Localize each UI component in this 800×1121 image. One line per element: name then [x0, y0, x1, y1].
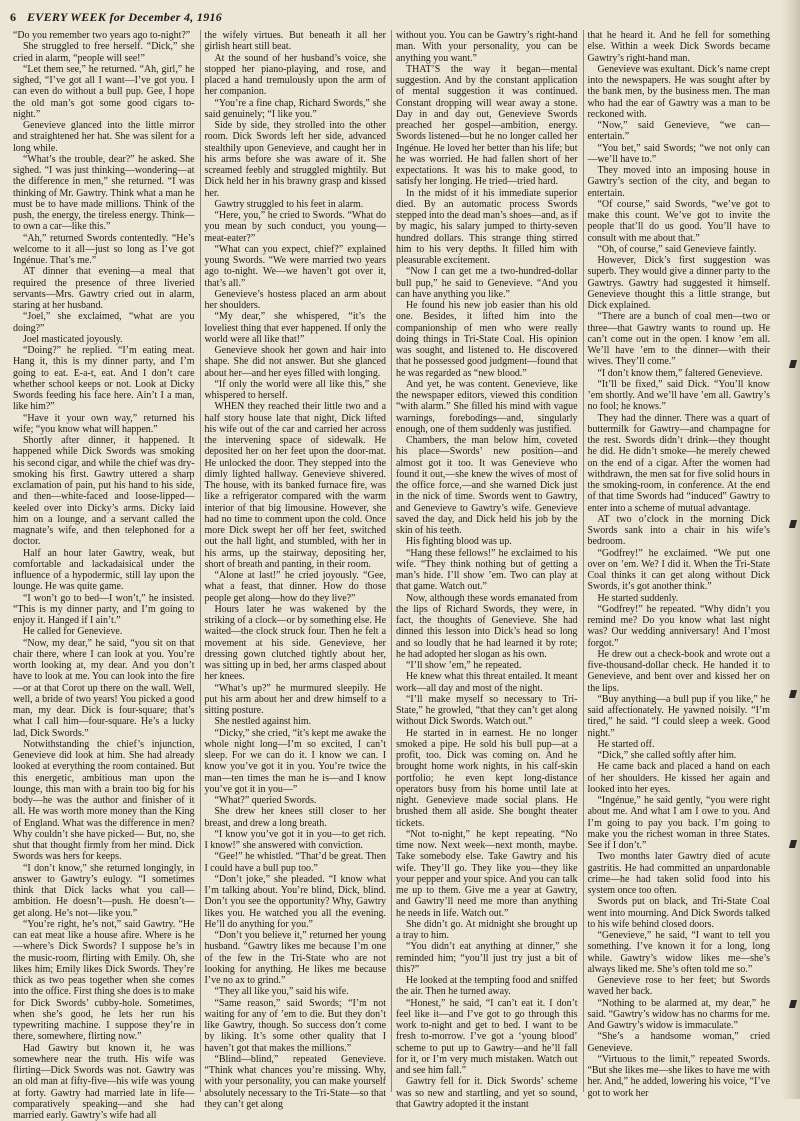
paragraph: He found his new job easier than his old one. Besides, it lifted him into the companionship of men who were really doing things in Tri-State Coal. His opinion was sought, and listened to. He discovered that he possessed good judgment—found that he was regarded as “new blood.” — [396, 300, 578, 379]
text-columns — [9, 30, 775, 1092]
paragraph: They had the dinner. There was a quart of buttermilk for Gawtry—and champagne for the rest. Swords didn’t drink—they thought he did. He didn’t smoke—he merely chewed on the end of a cigar. After the women had withdrawn, the men sat for five solid hours in the smoking-room, in conference. At the end of that time Swords had “induced” Gawtry to enter into a scheme of mutual advantage. — [588, 413, 771, 514]
paragraph: “My dear,” she whispered, “it’s the loveliest thing that ever happened. If only the world were all like that!” — [205, 311, 387, 345]
page-number: 6 — [10, 10, 16, 24]
paragraph: “Now I can get me a two-hundred-dollar bull pup,” he said to Genevieve. “And you can have anything you like.” — [396, 266, 578, 300]
paragraph: “Do you remember two years ago to-night?” — [13, 30, 195, 41]
running-header — [10, 8, 770, 26]
paragraph: They moved into an imposing house in Gawtry’s section of the city, and began to entertain. — [588, 165, 771, 199]
paragraph: “Joel,” she exclaimed, “what are you doing?” — [13, 311, 195, 334]
paragraph: “Dick,” she called softly after him. — [588, 750, 771, 761]
paragraph: He came back and placed a hand on each of her shoulders. He kissed her again and looked into her eyes. — [588, 761, 771, 795]
paragraph: He started off. — [588, 739, 771, 750]
paragraph: without you. You can be Gawtry’s right-hand man. With your personality, you can be anything you want.” — [396, 30, 578, 64]
paragraph: THAT’S the way it began—mental suggestion. And by the constant application of mental suggestion it was continued. Constant dropping will wear away a stone. Day in and day out, Genevieve Swords preached her gospel—ambition, energy. Swords listened—but he no longer called her Ingénue. He loved her better than his life; but he was worried. He had fallen short of her expectations. It was his to make good, to satisfy her longing. He tried—tried hard. — [396, 64, 578, 188]
paragraph: “Don’t you believe it,” returned her young husband. “Gawtry likes me because I’m one of the few in the Tri-State who are not looking for anything. He likes me because I’ve no ax to grind.” — [205, 930, 387, 986]
paragraph: “What?” queried Swords. — [205, 795, 387, 806]
paragraph: “Godfrey!” he repeated. “Why didn’t you remind me? Do you know what last night was? Our wedding anniversary! And I’most forgot.” — [588, 604, 771, 649]
paragraph: “There are a bunch of coal men—two or three—that Gawtry wants to round up. He can’t come out in the open. I know ’em all. We’ll have ’em to the dinner—with their wives. They’ll come.” — [588, 311, 771, 367]
paragraph: “Don’t joke,” she pleaded. “I know what I’m talking about. You’re blind, Dick, blind. Don’t you see the opportunity? Why, Gawtry likes you. He watched you all the evening. He’ll do anything for you.” — [205, 874, 387, 930]
paragraph: “Oh, of course,” said Genevieve faintly. — [588, 244, 771, 255]
paragraph: “I don’t know,” she returned longingly, in answer to Gawtry’s eulogy. “I sometimes think that Dick lacks what you call—ambition. He doesn’t—push. He doesn’t—get along. He’s not—like you.” — [13, 863, 195, 919]
paragraph: Joel masticated joyously. — [13, 334, 195, 345]
paragraph: He drew out a check-book and wrote out a five-thousand-dollar check. He handed it to Genevieve, and bent over and kissed her on the lips. — [588, 649, 771, 694]
paragraph: He started suddenly. — [588, 593, 771, 604]
paragraph: “Doing?” he replied. “I’m eating meat. Hang it, this is my dinner party, and I’m going to eat. E-a-t, eat. And I don’t care whether school keeps or not. Look at Dicky Swords feeding his face here. Ain’t I a man, like him?” — [13, 345, 195, 413]
paragraph: AT two o’clock in the morning Dick Swords sank into a chair in his wife’s bedroom. — [588, 514, 771, 548]
paragraph: “Not to-night,” he kept repeating. “No time now. Next week—next month, maybe. Take somebody else. Take Gawtry and his wife. They’ll go. They like you—they like your pepper and your spice. And you can talk me up to them. Give me a year at Gawtry, and Gawtry’ll need me more than anything he needs in life. Watch out.” — [396, 829, 578, 919]
paragraph: Chambers, the man below him, coveted his place—Swords’ new position—and almost got it too. It was Genevieve who found it out,—she knew the wives of most of the office force,—and she warned Dick just in the nick of time. Swords went to Gawtry, and Genevieve to Gawtry’s wife. Genevieve saved the day, and Dick held his job by the skin of his teeth. — [396, 435, 578, 536]
column-2 — [201, 30, 393, 1092]
paragraph: His fighting blood was up. — [396, 536, 578, 547]
paragraph: He started in in earnest. He no longer smoked a pipe. He sold his bull pup—at a profit, too. Dick was coming on. And he brought home work nights, in his calf-skin portfolio; he even kept long-distance operators busy from his home until late at night. Genevieve made social plans. He brushed them all aside. She bought theater tickets. — [396, 728, 578, 829]
paragraph: “I won’t go to bed—I won’t,” he insisted. “This is my dinner party, and I’m going to enjoy it. Hanged if I ain’t.” — [13, 593, 195, 627]
paragraph: Hours later he was wakened by the striking of a clock—or by something else. He waited—the clock struck four. Then he felt a movement at his side. Genevieve, her dressing gown clutched tightly about her, was sitting up in bed, her arms clasped about her knees. — [205, 604, 387, 683]
paragraph: And yet, he was content. Genevieve, like the newspaper editors, viewed this condition “with alarm.” She filled his mind with vague warnings, forebodings—and, singularly enough, one of them suddenly was justified. — [396, 379, 578, 435]
edge-mark — [789, 1000, 797, 1008]
paragraph: “What’s up?” he murmured sleepily. He put his arm about her and drew himself to a sitting posture. — [205, 683, 387, 717]
paragraph: “I’ll make myself so necessary to Tri-State,” he growled, “that they can’t get along without Dick Swords. Watch out.” — [396, 694, 578, 728]
edge-mark — [789, 520, 797, 528]
paragraph: “I know you’ve got it in you—to get rich. I know!” she answered with conviction. — [205, 829, 387, 852]
paragraph: She nestled against him. — [205, 716, 387, 727]
paragraph: Genevieve shook her gown and hair into shape. She did not answer. But she glanced about her—and her eyes filled with longing. — [205, 345, 387, 379]
paragraph: “Nothing to be alarmed at, my dear,” he said. “Gawtry’s widow has no charms for me. And Gawtry’s widow is immaculate.” — [588, 998, 771, 1032]
paragraph: “Genevieve,” he said, “I want to tell you something. I’ve known it for a long, long while. Gawtry’s widow likes me—she’s always liked me. She’s often told me so.” — [588, 930, 771, 975]
paragraph: “Gee!” he whistled. “That’d be great. Then I could have a bull pup too.” — [205, 851, 387, 874]
paragraph: “You didn’t eat anything at dinner,” she reminded him; “you’ll just try just a bit of this?” — [396, 941, 578, 975]
paragraph: At the sound of her husband’s voice, she stopped her piano-playing, and rose, and placed a hand tremulously upon the arm of her companion. — [205, 53, 387, 98]
paragraph: “You’re a fine chap, Richard Swords,” she said genuinely; “I like you.” — [205, 98, 387, 121]
paragraph: “Alone at last!” he cried joyously. “Gee, what a feast, that dinner. How do those people get along—how do they live?” — [205, 570, 387, 604]
paragraph: He looked at the tempting food and sniffed the air. Then he turned away. — [396, 975, 578, 998]
paragraph: “If only the world were all like this,” she whispered to herself. — [205, 379, 387, 402]
page-edge — [782, 0, 800, 1099]
paragraph: “Ah,” returned Swords contentedly. “He’s welcome to it all—just so long as I’ve got Ingénue. That’s me.” — [13, 233, 195, 267]
paragraph: Had Gawtry but known it, he was somewhere near the truth. His wife was flirting—Dick Swords was not. Gawtry was an old man at fifty-five—his wife was young at forty. Gawtry had married late in life—comparatively speaking—and she had married early. Gawtry’s wife had all — [13, 1043, 195, 1121]
paragraph: “What’s the trouble, dear?” he asked. She sighed. “I was just thinking—wondering—at the difference in men,” she returned. “I was thinking of Mr. Gawtry. Think what a man he must be to have made millions. Think of the push, the energy, the tireless energy. Think—to own a car—like this.” — [13, 154, 195, 233]
paragraph: Genevieve was exultant. Dick’s name crept into the newspapers. He was sought after by the bank men, by the business men. The man who had the ear of Gawtry was a man to be reckoned with. — [588, 64, 771, 120]
paragraph: “Blind—blind,” repeated Genevieve. “Think what chances you’re missing. Why, with your personality, you can make yourself absolutely necessary to the Tri-State—so that they can’t get along — [205, 1054, 387, 1110]
paragraph: “Dicky,” she cried, “it’s kept me awake the whole night long—I’m so excited, I can’t sleep. For we can do it. I know we can. I know you’ve got it in you. You’re twice the man—ten times the man he is—and I know you’ve got it in you—” — [205, 728, 387, 796]
paragraph: She drew her knees still closer to her breast, and drew a long breath. — [205, 806, 387, 829]
paragraph: Gawtry fell for it. Dick Swords’ scheme was so new and startling, and yet so sound, that Gawtry adopted it the instant — [396, 1076, 578, 1110]
paragraph: Genevieve’s hostess placed an arm about her shoulders. — [205, 289, 387, 312]
running-title: EVERY WEEK for December 4, 1916 — [27, 10, 222, 24]
paragraph: “I don’t know them,” faltered Genevieve. — [588, 368, 771, 379]
paragraph: Half an hour later Gawtry, weak, but comfortable and lackadaisical under the influence of a hypodermic, still lay upon the lounge. He was quite game. — [13, 548, 195, 593]
paragraph: She struggled to free herself. “Dick,” she cried in alarm, “people will see!” — [13, 41, 195, 64]
paragraph: Genevieve glanced into the little mirror and straightened her hat. She was silent for a long while. — [13, 120, 195, 154]
paragraph: that he heard it. And he fell for something else. Within a week Dick Swords became Gawtry’s right-hand man. — [588, 30, 771, 64]
column-4 — [584, 30, 776, 1092]
paragraph: “Virtuous to the limit,” repeated Swords. “But she likes me—she likes to have me with her. And,” he added, lowering his voice, “I’ve got to work her — [588, 1054, 771, 1099]
paragraph: He knew what this threat entailed. It meant work—all day and most of the night. — [396, 671, 578, 694]
paragraph: “It’ll be fixed,” said Dick. “You’ll know ’em shortly. And we’ll have ’em all. Gawtry’s no fool; he knows.” — [588, 379, 771, 413]
paragraph: She didn’t go. At midnight she brought up a tray to him. — [396, 919, 578, 942]
paragraph: “Have it your own way,” returned his wife; “you know what will happen.” — [13, 413, 195, 436]
paragraph: “You bet,” said Swords; “we not only can—we’ll have to.” — [588, 143, 771, 166]
paragraph: “Hang these fellows!” he exclaimed to his wife. “They think nothing but of getting a man’s hide. I’ll show ’em. Two can play at that game. Watch out.” — [396, 548, 578, 593]
column-1 — [9, 30, 201, 1092]
edge-mark — [789, 840, 797, 848]
paragraph: “You’re right, he’s not,” said Gawtry. “He can eat meat like a house afire. Where is he—where’s Dick Swords? I suppose he’s in the music-room, flirting with Emily. Oh, she likes him; Emily likes Dick Swords. They’re thick as two peas together when she comes into the office. First thing she does is to make for Dick Swords’ cubby-hole. Sometimes, when she’s good, he lets her run his typewriting machine. I suppose they’re in there, somewhere, flirting now.” — [13, 919, 195, 1043]
paragraph: In the midst of it his immediate superior died. By an automatic process Swords stepped into the dead man’s shoes—and, as if by magic, his salary jumped to thirty-seven hundred dollars. This strange thing stirred him to his very depths. It filled him with pleasurable excitement. — [396, 188, 578, 267]
paragraph: “Honest,” he said, “I can’t eat it. I don’t feel like it—and I’ve got to go through this work to-night and get to bed. I want to be fresh to-morrow. I’ve got a ‘young blood’ scheme to put up to Gawtry—and he’ll fall for it, or I’m very much mistaken. Watch out and see him fall.” — [396, 998, 578, 1077]
paragraph: However, Dick’s first suggestion was superb. They would give a dinner party to the Gawtrys. Gawtry had suggested it himself. Genevieve thought this a little strange, but Dick explained. — [588, 255, 771, 311]
paragraph: Genevieve rose to her feet; but Swords waved her back. — [588, 975, 771, 998]
paragraph: “Let them see,” he returned. “Ah, girl,” he sighed, “I’ve got all I want—I’ve got you. I can even do without a bull pup. Gee, I hope the old man’s got some good cigars to-night.” — [13, 64, 195, 120]
paragraph: “Here, you,” he cried to Swords. “What do you mean by such conduct, you young—meat-eater?” — [205, 210, 387, 244]
edge-mark — [789, 690, 797, 698]
paragraph: WHEN they reached their little two and a half story house late that night, Dick lifted his wife out of the car and carried her across the intervening space of sidewalk. He deposited her on her feet upon the door-mat. He unlocked the door. They stepped into the dimly lighted hallway. Genevieve shivered. The house, with its banked furnace fire, was like a refrigerator compared with the warm interior of that big limousine. However, she had no time to comment upon the cold. Once more Dick swept her off her feet, switched out the hall light, and stumbled, with her in his arms, up the stairway, depositing her, short of breath and panting, in their room. — [205, 401, 387, 570]
paragraph: Now, although these words emanated from the lips of Richard Swords, they were, in fact, the thoughts of Genevieve. She had dinned this lesson into Dick’s head so long and so loudly that he had learned it by rote; he had adopted her slogan as his own. — [396, 593, 578, 661]
paragraph: “Ingénue,” he said gently, “you were right about me. And what I am I owe to you. And I’m going to pay you back. I’m going to make you the richest woman in three States. See if I don’t.” — [588, 795, 771, 851]
edge-mark — [789, 360, 797, 368]
paragraph: “Of course,” said Swords, “we’ve got to make this count. We’ve got to invite the people that’ll do us good. You’ll have to consult with me about that.” — [588, 199, 771, 244]
paragraph: “I’ll show ’em,” he repeated. — [396, 660, 578, 671]
paragraph: Side by side, they strolled into the other room. Dick Swords left her side, advanced stealthily upon Genevieve, and caught her in his arms before she was aware of it. She screamed feebly and struggled mightily. But Dick held her in his brawny grasp and kissed her. — [205, 120, 387, 199]
paragraph: Shortly after dinner, it happened. It happened while Dick Swords was smoking his second cigar, and while the chief was dry-smoking his first. Gawtry uttered a sharp exclamation of pain, put his hand to his side, and then—white-faced and loose-lipped—keeled over into Dicky’s arms. Dicky laid him on a lounge, and a servant called the magnate’s wife, and then telephoned for a doctor. — [13, 435, 195, 548]
paragraph: Two months later Gawtry died of acute gastritis. He had committed an unpardonable crime—he had taken solid food into his system once too often. — [588, 851, 771, 896]
paragraph: “Buy anything—a bull pup if you like,” he said affectionately. He yawned noisily. “I’m tired,” he said. “I could sleep a week. Good night.” — [588, 694, 771, 739]
paragraph: AT dinner that evening—a meal that required the presence of three liveried servants—Mrs. Gawtry cried out in alarm, staring at her husband. — [13, 266, 195, 311]
paragraph: “They all like you,” said his wife. — [205, 986, 387, 997]
paragraph: “Same reason,” said Swords; “I’m not waiting for any of ’em to die. But they don’t like Gawtry, though. So success don’t come by liking. It’s some other quality that I haven’t got that makes the millions.” — [205, 998, 387, 1054]
paragraph: “She’s a handsome woman,” cried Genevieve. — [588, 1031, 771, 1054]
paragraph: “Now, my dear,” he said, “you sit on that chair there, where I can look at you. You’re worth looking at, my dear. And you don’t have to look at me. You can look into the fire—or at that Corot up there on the wall. Well, well, a bride of two years! You picked a good man, my dear. Dick is four-square; that’s what I call him—four-square. He’s a lucky lad, Dick Swords.” — [13, 638, 195, 739]
paragraph: Gawtry struggled to his feet in alarm. — [205, 199, 387, 210]
paragraph: “Now,” said Genevieve, “we can—entertain.” — [588, 120, 771, 143]
paragraph: Swords put on black, and Tri-State Coal went into mourning. And Dick Swords talked to his wife behind closed doors. — [588, 896, 771, 930]
paragraph: “Godfrey!” he exclaimed. “We put one over on ’em. We? I did it. When the Tri-State Coal thinks it can get along without Dick Swords, it’s got another think.” — [588, 548, 771, 593]
paragraph: He called for Genevieve. — [13, 626, 195, 637]
paragraph: the wifely virtues. But beneath it all her girlish heart still beat. — [205, 30, 387, 53]
paragraph: “What can you expect, chief?” explained young Swords. “We were married two years ago to-night. We—we haven’t got over it, that’s all.” — [205, 244, 387, 289]
column-3 — [392, 30, 584, 1092]
paragraph: Notwithstanding the chief’s injunction, Genevieve did look at him. She had already looked at everything the room contained. But this energetic, ambitious man upon the lounge, this man with a brain too big for his body—he was the author and finisher of it all. He was worth more money than the King of England. What was the difference in men? Why couldn’t she have picked— But, no, she shut that thought firmly from her mind. Dick Swords was hers for keeps. — [13, 739, 195, 863]
